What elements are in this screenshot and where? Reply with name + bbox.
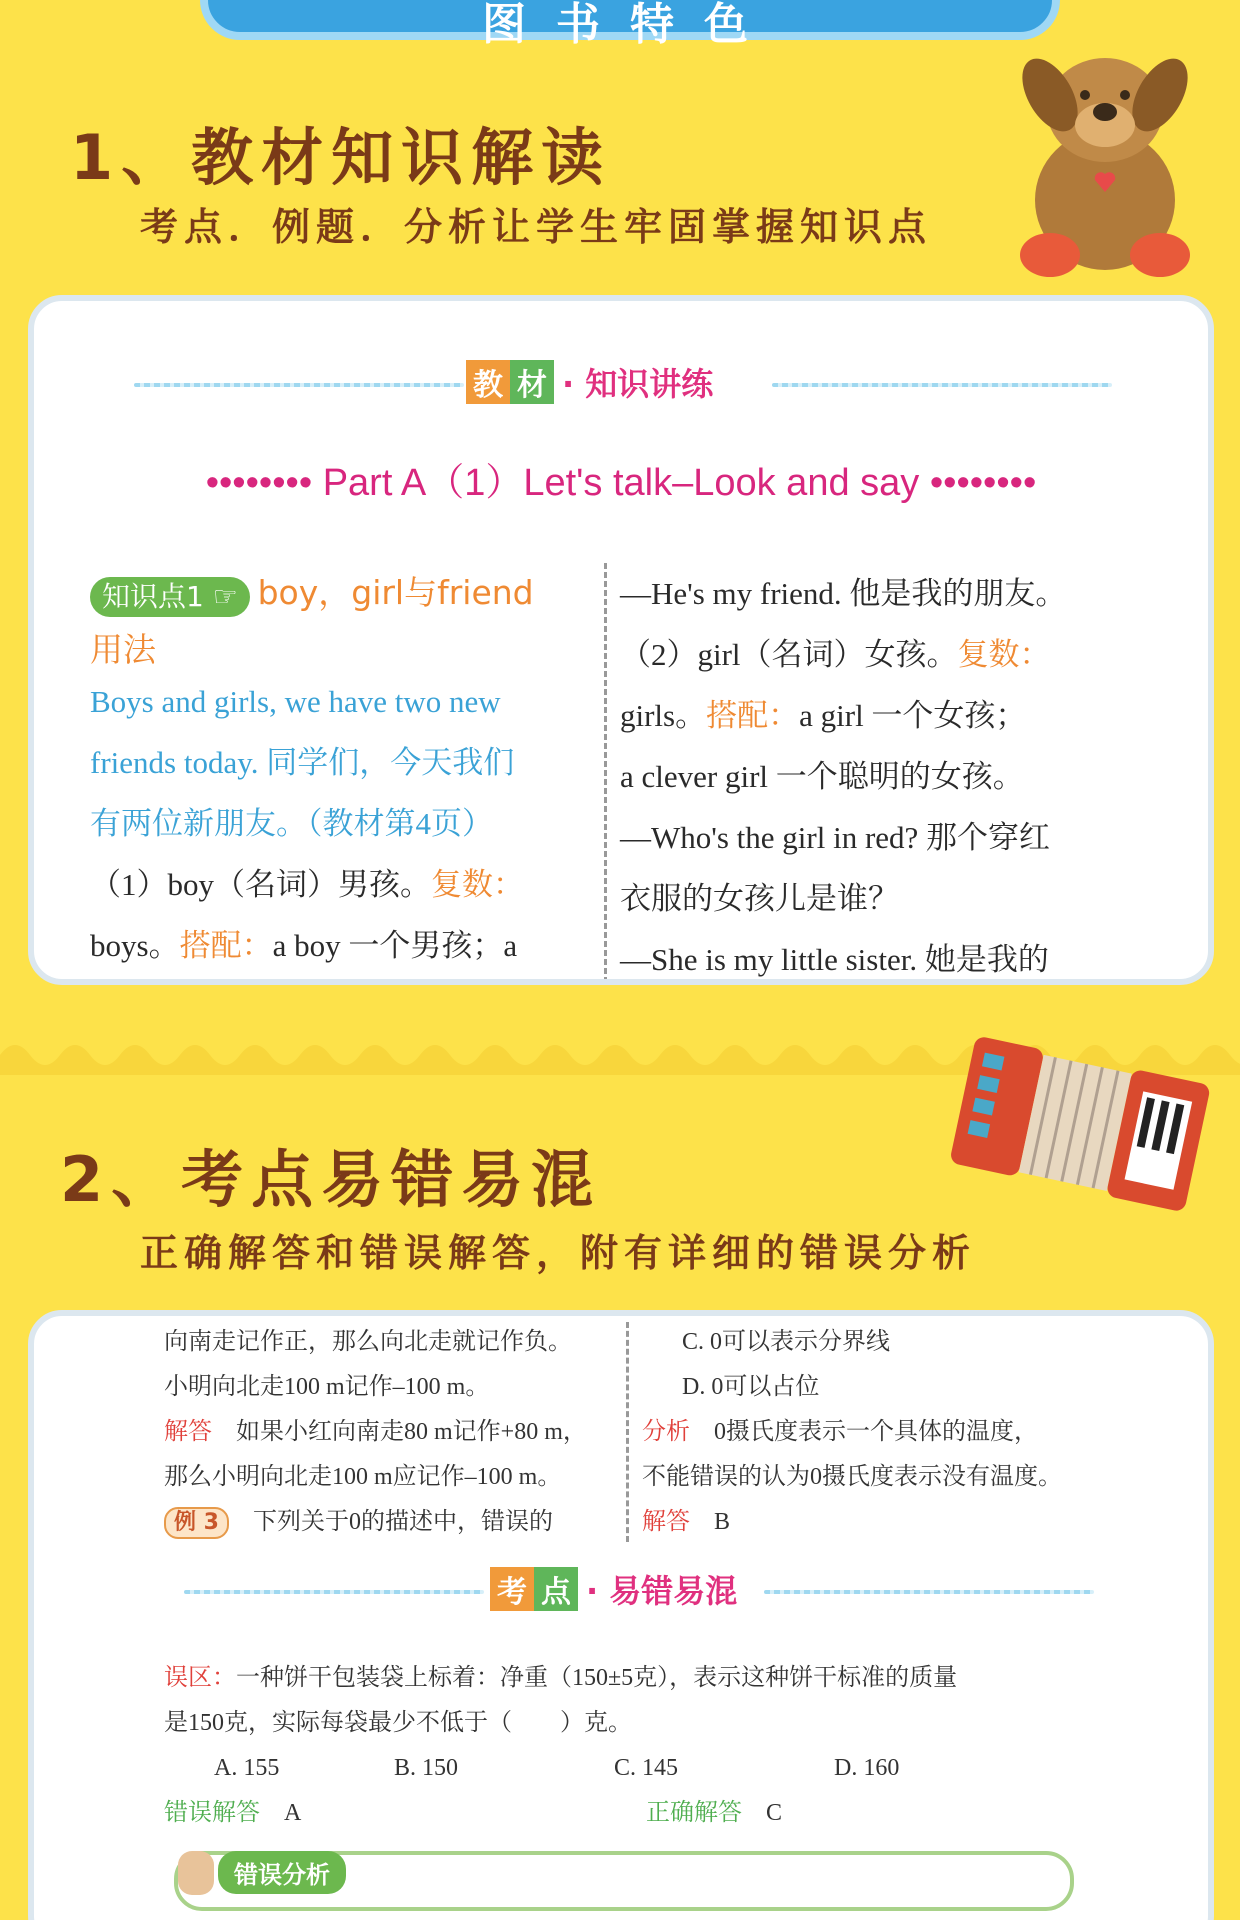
section1-subtitle: 考点．例题．分析让学生牢固掌握知识点	[140, 205, 933, 249]
text-line: （2）girl（名词）女孩。复数：	[620, 637, 1051, 672]
text-line: boys。搭配：a boy 一个男孩；a	[90, 928, 518, 963]
knowledge-point-heading	[90, 563, 610, 624]
options-row	[164, 1746, 1124, 1791]
tag-divider-left	[134, 383, 464, 387]
tag-label: · 易错易混	[586, 1572, 738, 1610]
knowledge-point-title: boy，girl与friend	[257, 573, 534, 612]
text-line: 不能错误的认为0摄氏度表示没有温度。	[642, 1464, 1062, 1490]
text-line: —He's my friend. 他是我的朋友。	[620, 576, 1067, 611]
right-answer-label: 正确解答	[646, 1800, 742, 1826]
section2-panel	[28, 1310, 1214, 1920]
tag-square-orange: 教	[466, 360, 510, 404]
dog-illustration	[1010, 40, 1200, 280]
column-divider	[604, 563, 607, 983]
example-line-3: 有两位新朋友。（教材第4页）	[90, 806, 493, 841]
analysis-box	[174, 1851, 1074, 1911]
question-line-1: 误区：一种饼干包装袋上标着：净重（150±5克），表示这种饼干标准的质量	[164, 1665, 958, 1691]
text-line: D. 0可以占位	[682, 1374, 820, 1400]
text-line: 衣服的女孩儿是谁？	[620, 881, 899, 916]
section1-left-column	[90, 563, 610, 976]
section2-right-column	[642, 1320, 1162, 1545]
example-badge: 例 3	[164, 1507, 229, 1539]
text-line: 分析 0摄氏度表示一个具体的温度，	[642, 1419, 1038, 1445]
question-line-2: 是150克，实际每袋最少不低于（ ）克。	[164, 1710, 632, 1736]
tag-label: · 知识讲练	[562, 365, 714, 403]
wrong-answer: A	[284, 1800, 302, 1826]
question-block	[164, 1656, 1124, 1836]
text-line: a clever girl 一个聪明的女孩。	[620, 759, 1024, 794]
example-line-2: friends today. 同学们，今天我们	[90, 745, 515, 780]
option-d: D. 160	[834, 1755, 900, 1781]
analysis-label: 错误分析	[218, 1851, 346, 1894]
accordion-illustration	[950, 1030, 1220, 1220]
text-line: 小明向北走100 m记作–100 m。	[164, 1374, 490, 1400]
knowledge-point-title-2: 用法	[90, 630, 156, 669]
tag-divider-right	[764, 1590, 1094, 1594]
tag-square-orange: 考	[490, 1567, 534, 1611]
text-line: 例 3 下列关于0的描述中，错误的	[164, 1500, 644, 1545]
text-line: girls。搭配：a girl 一个女孩；	[620, 698, 1027, 733]
top-banner	[200, 0, 1060, 50]
section1-right-column	[620, 563, 1180, 985]
section1-tag-row	[34, 359, 1208, 409]
tag-divider-left	[184, 1590, 484, 1594]
section1-panel	[28, 295, 1214, 985]
option-b: B. 150	[394, 1755, 459, 1781]
wrong-answer-label: 错误解答	[164, 1800, 260, 1826]
section1-title: 1、教材知识解读	[70, 121, 612, 194]
option-a: A. 155	[214, 1755, 280, 1781]
example-line-1: Boys and girls, we have two new	[90, 684, 501, 719]
section2-tag-row	[34, 1566, 1208, 1616]
knowledge-point-badge: 知识点1 ☞	[90, 577, 250, 617]
tag-square-green: 材	[510, 360, 554, 404]
text-line: 解答 B	[642, 1509, 731, 1535]
section2-tag	[490, 1566, 737, 1612]
section2-subtitle: 正确解答和错误解答，附有详细的错误分析	[140, 1231, 977, 1275]
text-line: 解答 如果小红向南走80 m记作+80 m，	[164, 1419, 587, 1445]
kid-icon	[178, 1851, 214, 1895]
text-line: 向南走记作正，那么向北走就记作负。	[164, 1329, 572, 1355]
right-answer: C	[766, 1800, 783, 1826]
text-line: —She is my little sister. 她是我的	[620, 942, 1049, 977]
answers-row	[164, 1791, 1124, 1836]
top-banner-title: 图书特色	[482, 0, 778, 50]
part-heading: •••••••• Part A（1）Let's talk–Look and say ••••••••	[205, 462, 1037, 504]
text-line: 那么小明向北走100 m应记作–100 m。	[164, 1464, 562, 1490]
tag-square-green: 点	[534, 1567, 578, 1611]
section1-tag	[466, 359, 713, 405]
text-line: —Who's the girl in red? 那个穿红	[620, 820, 1051, 855]
option-c: C. 145	[614, 1755, 679, 1781]
section2-left-column	[164, 1320, 644, 1545]
column-divider	[626, 1322, 629, 1542]
text-line: （1）boy（名词）男孩。复数：	[90, 867, 524, 902]
section2-title: 2、考点易错易混	[60, 1143, 602, 1216]
text-line: C. 0可以表示分界线	[682, 1329, 891, 1355]
tag-divider-right	[772, 383, 1112, 387]
